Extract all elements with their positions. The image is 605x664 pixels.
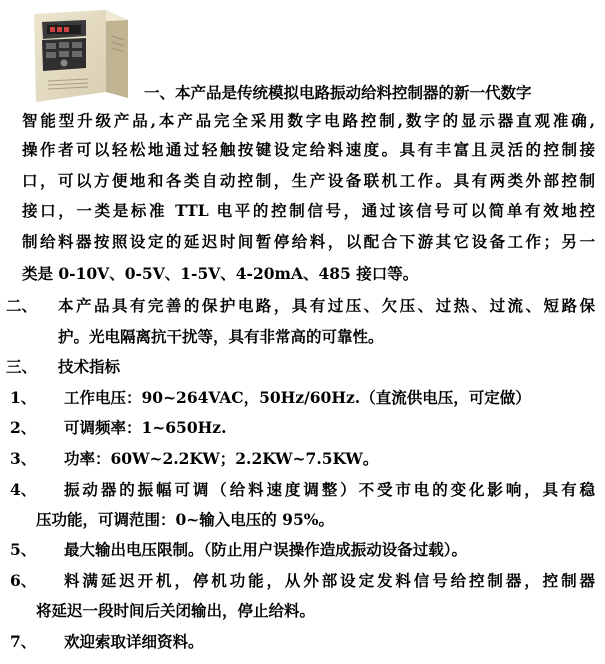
spec-item-line: 压功能，可调范围：0~输入电压的 95%。: [36, 510, 334, 529]
section-1-line: 类是 0-10V、0-5V、1-5V、4-20mA、485 接口等。: [22, 264, 419, 283]
spec-item-line: 振动器的振幅可调（给料速度调整）不受市电的变化影响，具有稳: [64, 480, 595, 499]
spec-item-number: 6、: [10, 571, 37, 590]
section-3-number: 三、: [6, 357, 38, 376]
spec-item-number: 7、: [10, 632, 37, 651]
controller-product-photo: [28, 6, 132, 104]
section-2-line: 护。光电隔离抗干扰等，具有非常高的可靠性。: [58, 327, 384, 346]
section-3-title: 技术指标: [58, 357, 121, 376]
section-1-line: 口，可以方便地和各类自动控制，生产设备联机工作。具有两类外部控制: [22, 171, 595, 190]
spec-item-line: 将延迟一段时间后关闭输出，停止给料。: [36, 601, 316, 620]
section-1-line: 操作者可以轻松地通过轻触按键设定给料速度。具有丰富且灵活的控制接: [22, 140, 595, 159]
spec-item-number: 1、: [10, 388, 37, 407]
spec-item-line: 可调频率：1~650Hz.: [64, 418, 227, 437]
spec-item-number: 5、: [10, 540, 37, 559]
spec-item-line: 功率：60W~2.2KW；2.2KW~7.5KW。: [64, 449, 379, 468]
section-2-number: 二、: [6, 296, 38, 315]
section-1-line: 一、本产品是传统模拟电路振动给料控制器的新一代数字: [144, 83, 532, 102]
section-1-line: 智能型升级产品,本产品完全采用数字电路控制,数字的显示器直观准确,: [22, 111, 595, 130]
spec-item-line: 欢迎索取详细资料。: [64, 632, 204, 651]
section-1-line: 接口，一类是标准 TTL 电平的控制信号，通过该信号可以简单有效地控: [22, 201, 595, 220]
spec-item-line: 最大输出电压限制。（防止用户误操作造成振动设备过载）。: [64, 540, 468, 559]
spec-item-line: 料满延迟开机，停机功能，从外部设定发料信号给控制器，控制器: [64, 571, 595, 590]
spec-item-line: 工作电压：90~264VAC，50Hz/60Hz.（直流供电压，可定做）: [64, 388, 531, 407]
section-1-line: 制给料器按照设定的延迟时间暂停给料，以配合下游其它设备工作；另一: [22, 232, 595, 251]
spec-item-number: 2、: [10, 418, 37, 437]
spec-item-number: 3、: [10, 449, 37, 468]
spec-item-number: 4、: [10, 480, 37, 499]
section-2-line: 本产品具有完善的保护电路，具有过压、欠压、过热、过流、短路保: [58, 296, 595, 315]
